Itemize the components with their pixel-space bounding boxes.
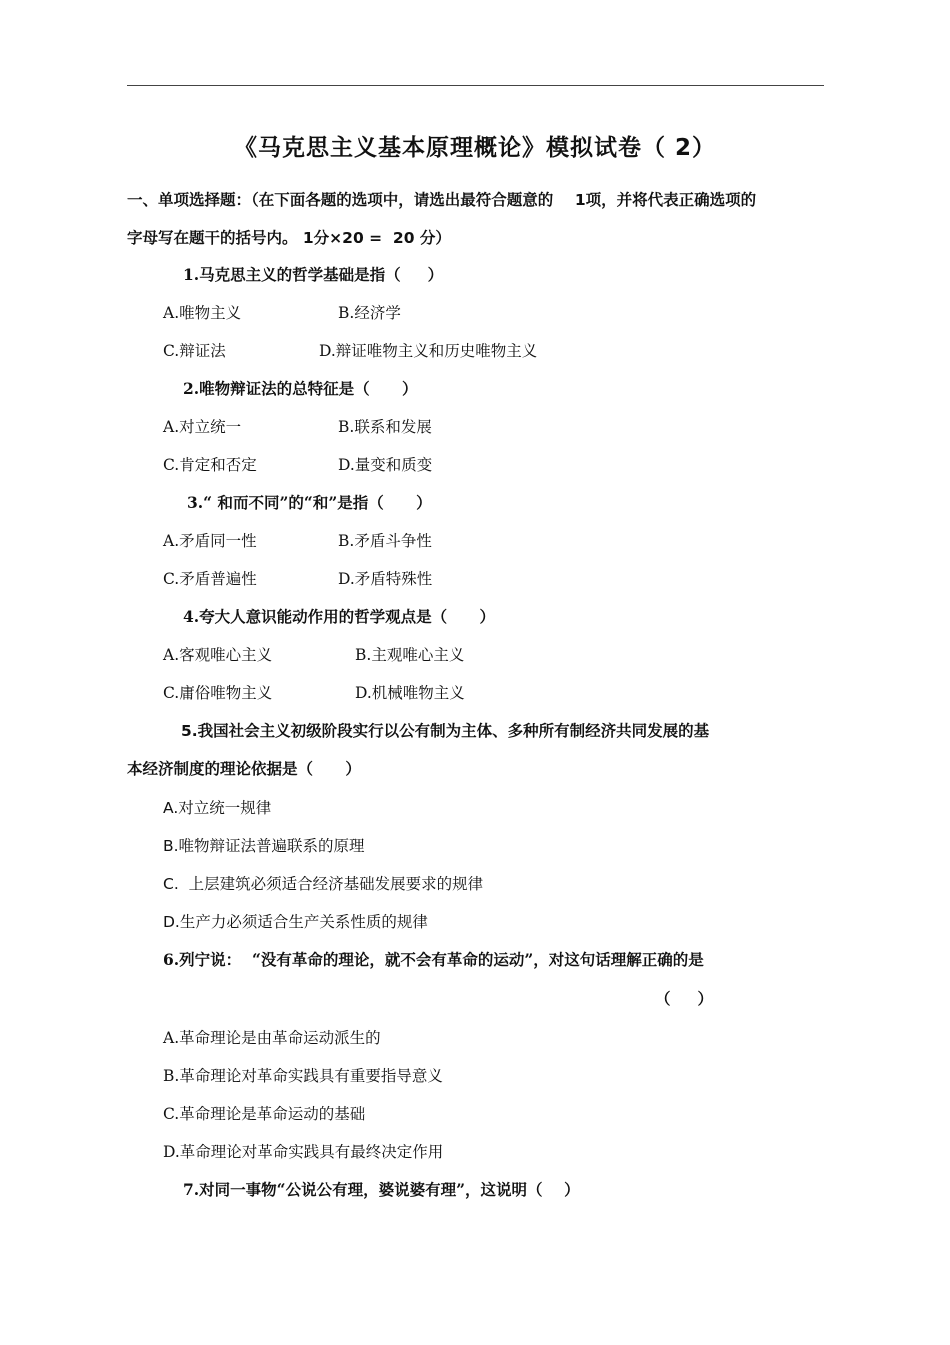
question-4-option-a: A.客观唯心主义 bbox=[163, 646, 273, 664]
section-instructions-line1: 一、单项选择题：（在下面各题的选项中，请选出最符合题意的 1项，并将代表正确选项的 bbox=[127, 191, 757, 209]
question-1-option-a: A.唯物主义 bbox=[163, 304, 242, 322]
question-3-option-a: A.矛盾同一性 bbox=[163, 532, 257, 550]
header-rule bbox=[127, 85, 824, 86]
question-5-option-a: A.对立统一规律 bbox=[163, 799, 272, 817]
question-5-stem-line2: 本经济制度的理论依据是（ ） bbox=[127, 760, 361, 778]
question-3-option-b: B.矛盾斗争性 bbox=[338, 532, 432, 550]
question-5-option-d: D.生产力必须适合生产关系性质的规律 bbox=[163, 913, 428, 931]
question-3-stem: 3.“ 和而不同”的“和”是指（ ） bbox=[187, 493, 432, 512]
question-4-option-d: D.机械唯物主义 bbox=[355, 684, 465, 702]
question-4-stem: 4.夸大人意识能动作用的哲学观点是（ ） bbox=[183, 607, 496, 626]
question-6-option-d: D.革命理论对革命实践具有最终决定作用 bbox=[163, 1143, 444, 1161]
question-2-option-a: A.对立统一 bbox=[163, 418, 242, 436]
page-title: 《马克思主义基本原理概论》模拟试卷（ 2） bbox=[233, 135, 716, 161]
question-3-option-c: C.矛盾普遍性 bbox=[163, 570, 257, 588]
question-2-option-b: B.联系和发展 bbox=[338, 418, 432, 436]
question-6-option-a: A.革命理论是由革命运动派生的 bbox=[163, 1029, 381, 1047]
question-1-option-c: C.辩证法 bbox=[163, 342, 226, 360]
question-6-option-b: B.革命理论对革命实践具有重要指导意义 bbox=[163, 1067, 443, 1085]
question-1-option-d: D.辩证唯物主义和历史唯物主义 bbox=[319, 342, 538, 360]
question-1-stem: 1.马克思主义的哲学基础是指（ ） bbox=[183, 265, 444, 284]
question-4-option-c: C.庸俗唯物主义 bbox=[163, 684, 273, 702]
question-6-option-c: C.革命理论是革命运动的基础 bbox=[163, 1105, 366, 1123]
question-5-option-c: C. 上层建筑必须适合经济基础发展要求的规律 bbox=[163, 875, 484, 893]
question-2-option-d: D.量变和质变 bbox=[338, 456, 433, 474]
section-instructions-line2: 字母写在题干的括号内。 1分×20 = 20 分） bbox=[127, 229, 451, 247]
question-5-option-b: B.唯物辩证法普遍联系的原理 bbox=[163, 837, 365, 855]
question-6-stem-line1: 6.列宁说： “没有革命的理论，就不会有革命的运动”，对这句话理解正确的是 bbox=[163, 950, 704, 969]
question-1-option-b: B.经济学 bbox=[338, 304, 401, 322]
question-2-stem: 2.唯物辩证法的总特征是（ ） bbox=[183, 379, 418, 398]
question-4-option-b: B.主观唯心主义 bbox=[355, 646, 465, 664]
question-6-stem-line2: （ ） bbox=[655, 989, 713, 1008]
question-7-stem: 7.对同一事物“公说公有理，婆说婆有理”，这说明（ ） bbox=[183, 1180, 580, 1199]
question-5-stem-line1: 5.我国社会主义初级阶段实行以公有制为主体、多种所有制经济共同发展的基 bbox=[181, 722, 710, 740]
question-2-option-c: C.肯定和否定 bbox=[163, 456, 257, 474]
question-3-option-d: D.矛盾特殊性 bbox=[338, 570, 433, 588]
